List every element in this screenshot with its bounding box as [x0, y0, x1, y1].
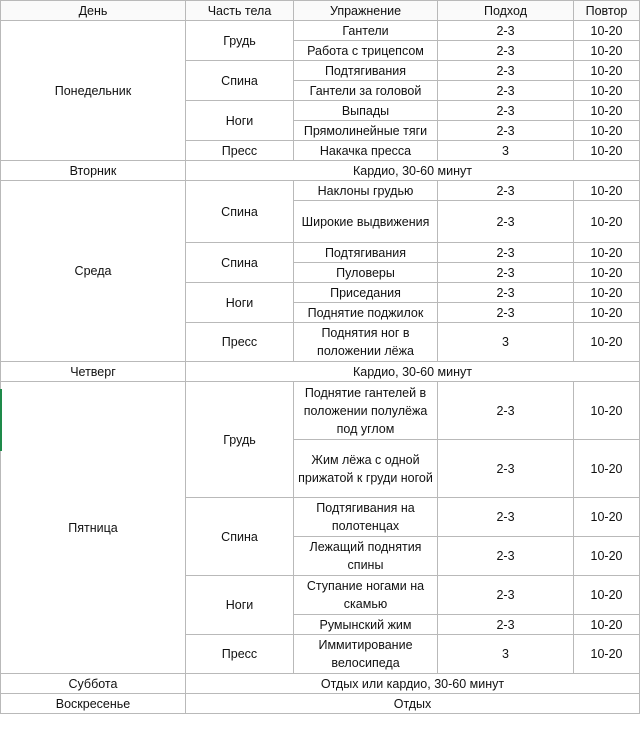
- sets-cell: 2-3: [438, 440, 574, 498]
- table-row: [1, 161, 640, 181]
- exercise-cell: Лежащий поднятия спины: [294, 537, 438, 576]
- header-row: [1, 1, 640, 21]
- sets-cell: 2-3: [438, 576, 574, 615]
- day-cell-tuesday: Вторник: [1, 161, 186, 181]
- sets-cell: 2-3: [438, 263, 574, 283]
- sets-cell: 2-3: [438, 81, 574, 101]
- sets-cell: 2-3: [438, 537, 574, 576]
- exercise-cell: Пуловеры: [294, 263, 438, 283]
- body-part-cell: Спина: [186, 243, 294, 283]
- header-day: День: [1, 1, 186, 21]
- reps-cell: 10-20: [574, 181, 640, 201]
- sets-cell: 2-3: [438, 121, 574, 141]
- reps-cell: 10-20: [574, 101, 640, 121]
- day-note-cell: Отдых или кардио, 30-60 минут: [186, 674, 640, 694]
- exercise-cell: Поднятие гантелей в положении полулёжа под углом: [294, 382, 438, 440]
- day-cell-friday: Пятница: [1, 382, 186, 674]
- body-part-cell: Пресс: [186, 323, 294, 362]
- body-part-cell: Спина: [186, 181, 294, 243]
- exercise-cell: Наклоны грудью: [294, 181, 438, 201]
- exercise-cell: Выпады: [294, 101, 438, 121]
- header-sets: Подход: [438, 1, 574, 21]
- exercise-cell: Ступание ногами на скамью: [294, 576, 438, 615]
- header-body-part: Часть тела: [186, 1, 294, 21]
- exercise-cell: Подтягивания: [294, 243, 438, 263]
- exercise-cell: Приседания: [294, 283, 438, 303]
- sets-cell: 2-3: [438, 498, 574, 537]
- sheet-edge-marker: [0, 389, 2, 451]
- reps-cell: 10-20: [574, 243, 640, 263]
- exercise-cell: Гантели за головой: [294, 81, 438, 101]
- body-part-cell: Пресс: [186, 141, 294, 161]
- day-note-cell: Кардио, 30-60 минут: [186, 362, 640, 382]
- day-note-cell: Отдых: [186, 694, 640, 714]
- sets-cell: 2-3: [438, 303, 574, 323]
- table-row: [1, 21, 640, 41]
- reps-cell: 10-20: [574, 440, 640, 498]
- exercise-cell: Подтягивания на полотенцах: [294, 498, 438, 537]
- exercise-cell: Гантели: [294, 21, 438, 41]
- sets-cell: 2-3: [438, 201, 574, 243]
- reps-cell: 10-20: [574, 576, 640, 615]
- sets-cell: 3: [438, 141, 574, 161]
- reps-cell: 10-20: [574, 81, 640, 101]
- reps-cell: 10-20: [574, 41, 640, 61]
- body-part-cell: Грудь: [186, 382, 294, 498]
- header-exercise: Упражнение: [294, 1, 438, 21]
- sets-cell: 2-3: [438, 382, 574, 440]
- exercise-cell: Работа с трицепсом: [294, 41, 438, 61]
- sets-cell: 2-3: [438, 41, 574, 61]
- reps-cell: 10-20: [574, 201, 640, 243]
- sets-cell: 2-3: [438, 181, 574, 201]
- reps-cell: 10-20: [574, 61, 640, 81]
- day-cell-sunday: Воскресенье: [1, 694, 186, 714]
- reps-cell: 10-20: [574, 615, 640, 635]
- sets-cell: 2-3: [438, 243, 574, 263]
- table-row: [1, 181, 640, 201]
- day-cell-thursday: Четверг: [1, 362, 186, 382]
- body-part-cell: Пресс: [186, 635, 294, 674]
- day-cell-monday: Понедельник: [1, 21, 186, 161]
- day-note-cell: Кардио, 30-60 минут: [186, 161, 640, 181]
- reps-cell: 10-20: [574, 263, 640, 283]
- day-cell-wednesday: Среда: [1, 181, 186, 362]
- exercise-cell: Поднятие поджилок: [294, 303, 438, 323]
- reps-cell: 10-20: [574, 537, 640, 576]
- exercise-cell: Поднятия ног в положении лёжа: [294, 323, 438, 362]
- table-row: [1, 694, 640, 714]
- table-row: [1, 362, 640, 382]
- body-part-cell: Спина: [186, 61, 294, 101]
- sets-cell: 2-3: [438, 101, 574, 121]
- sets-cell: 2-3: [438, 615, 574, 635]
- reps-cell: 10-20: [574, 323, 640, 362]
- exercise-cell: Жим лёжа с одной прижатой к груди ногой: [294, 440, 438, 498]
- exercise-cell: Прямолинейные тяги: [294, 121, 438, 141]
- reps-cell: 10-20: [574, 21, 640, 41]
- exercise-cell: Широкие выдвижения: [294, 201, 438, 243]
- reps-cell: 10-20: [574, 121, 640, 141]
- body-part-cell: Ноги: [186, 283, 294, 323]
- body-part-cell: Ноги: [186, 576, 294, 635]
- table-row: [1, 382, 640, 440]
- header-reps: Повтор: [574, 1, 640, 21]
- reps-cell: 10-20: [574, 635, 640, 674]
- sets-cell: 3: [438, 323, 574, 362]
- exercise-cell: Подтягивания: [294, 61, 438, 81]
- day-cell-saturday: Суббота: [1, 674, 186, 694]
- sets-cell: 2-3: [438, 21, 574, 41]
- reps-cell: 10-20: [574, 283, 640, 303]
- sets-cell: 3: [438, 635, 574, 674]
- body-part-cell: Спина: [186, 498, 294, 576]
- exercise-cell: Иммитирование велосипеда: [294, 635, 438, 674]
- exercise-cell: Румынский жим: [294, 615, 438, 635]
- reps-cell: 10-20: [574, 498, 640, 537]
- table-row: [1, 674, 640, 694]
- reps-cell: 10-20: [574, 303, 640, 323]
- body-part-cell: Ноги: [186, 101, 294, 141]
- body-part-cell: Грудь: [186, 21, 294, 61]
- reps-cell: 10-20: [574, 382, 640, 440]
- sets-cell: 2-3: [438, 283, 574, 303]
- exercise-cell: Накачка пресса: [294, 141, 438, 161]
- reps-cell: 10-20: [574, 141, 640, 161]
- sets-cell: 2-3: [438, 61, 574, 81]
